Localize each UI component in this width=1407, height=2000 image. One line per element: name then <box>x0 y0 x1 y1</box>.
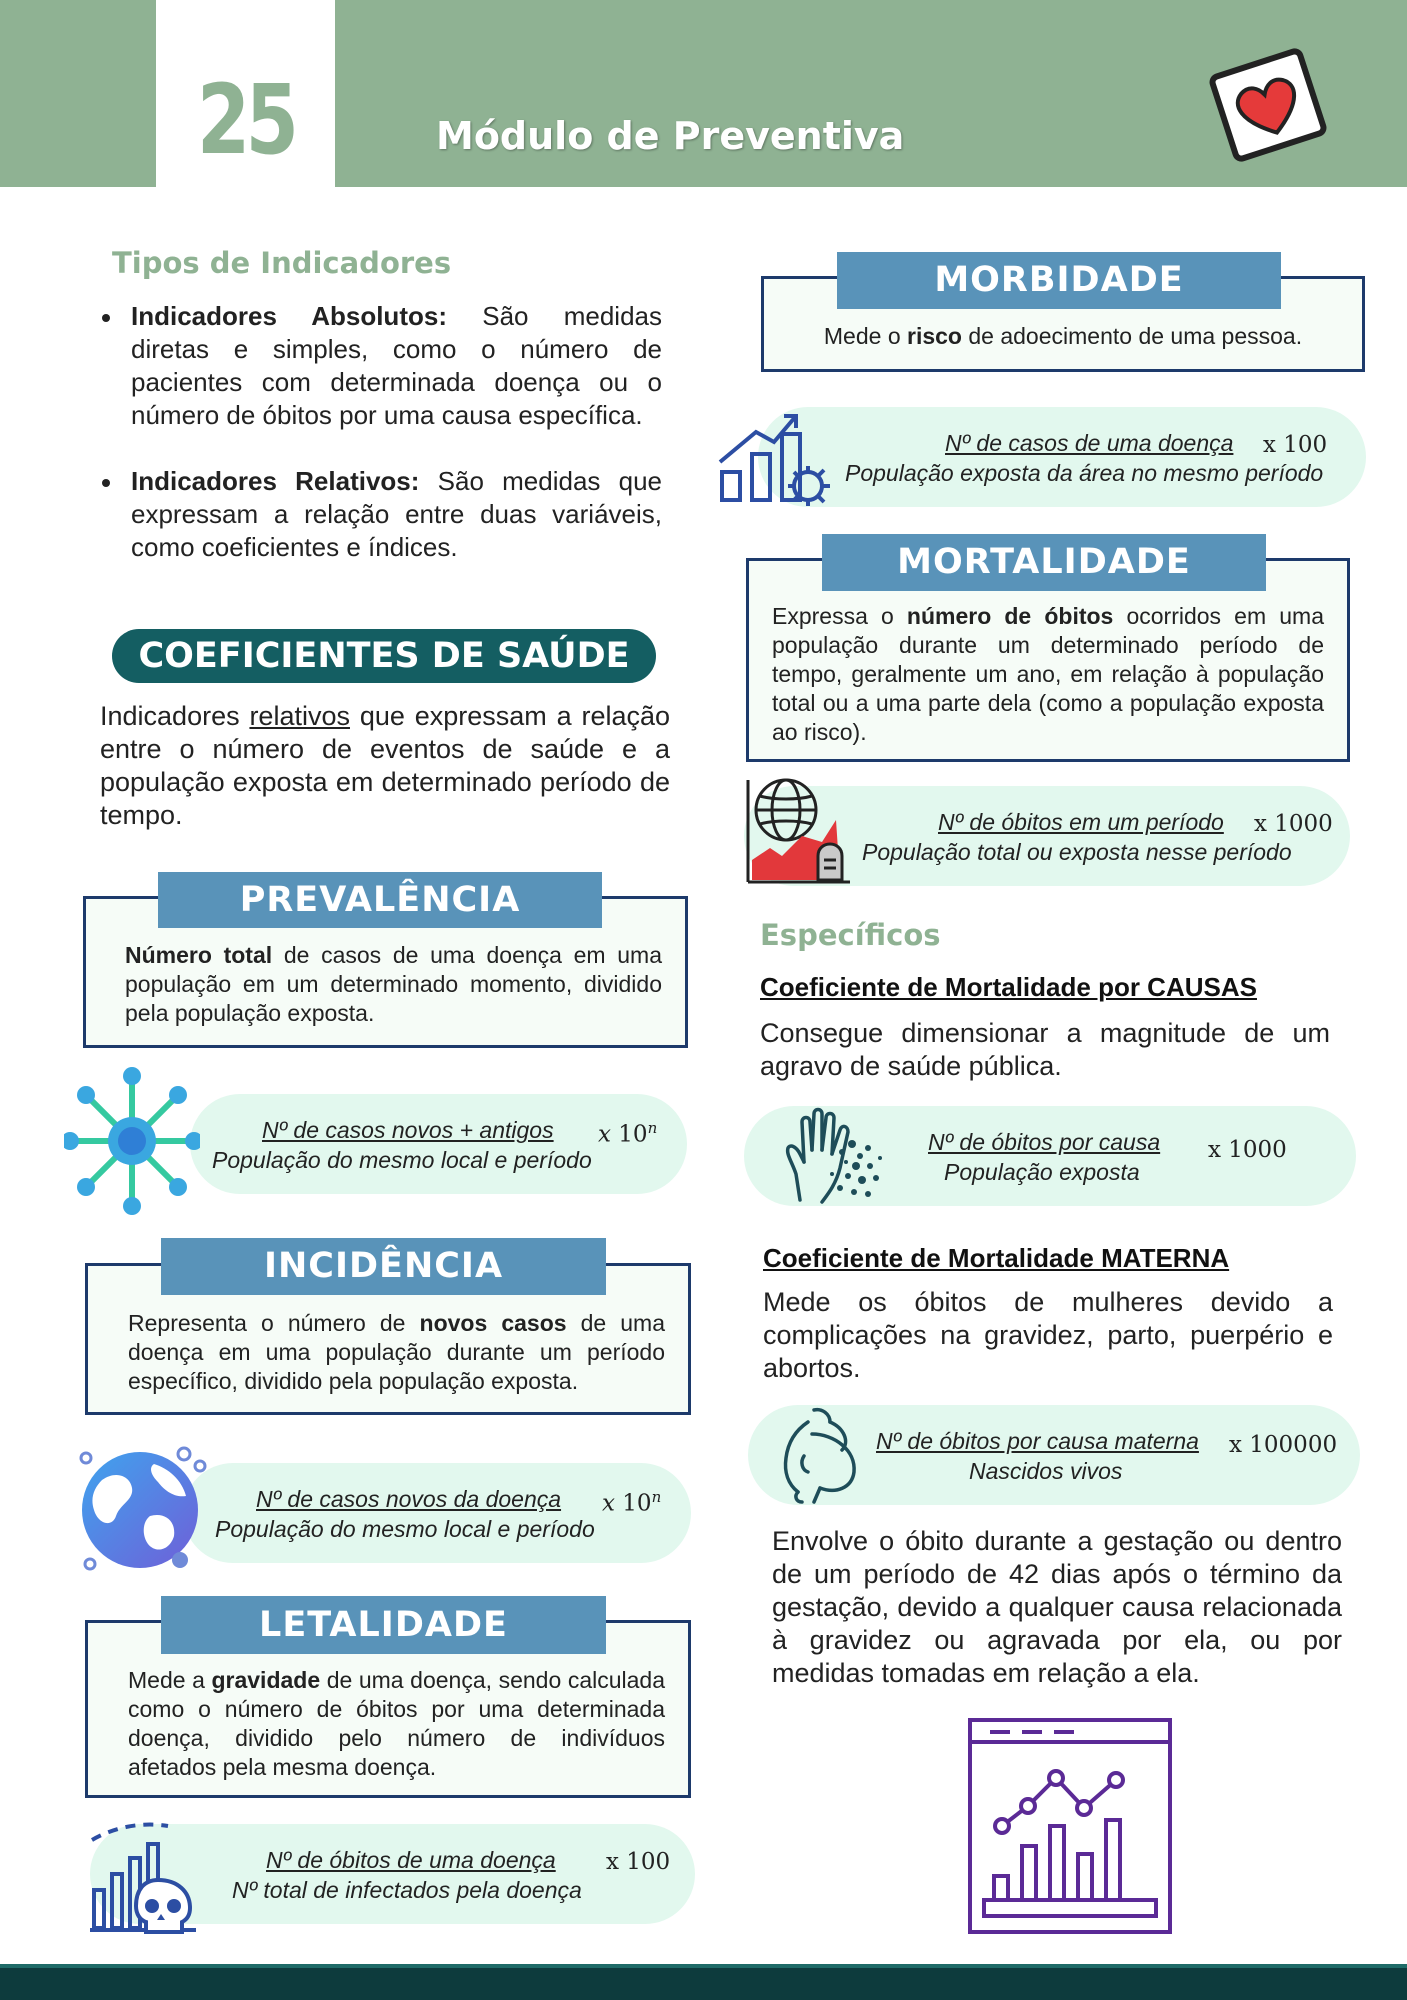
causas-numerator: Nº de óbitos por causa <box>928 1129 1161 1155</box>
item-bold: Indicadores Absolutos: <box>131 301 447 331</box>
incidencia-text <box>128 1309 665 1396</box>
letalidade-multiplier: x 100 <box>606 1849 671 1875</box>
text-part: de uma doença em uma população durante um período específico, dividido pela população exposta. <box>128 1310 666 1394</box>
text-part: Mede o <box>823 323 907 349</box>
letalidade-numerator: Nº de óbitos de uma doença <box>266 1847 556 1873</box>
coeficientes-title: COEFICIENTES DE SAÚDE <box>112 629 656 683</box>
text-part: Indicadores <box>100 701 250 731</box>
list-item <box>100 465 662 564</box>
letalidade-text <box>128 1666 665 1782</box>
causas-text: Consegue dimensionar a magnitude de um agravo de saúde pública. <box>760 1018 1330 1081</box>
module-number-box <box>156 0 335 187</box>
list-item <box>100 300 662 432</box>
materna-numerator: Nº de óbitos por causa materna <box>876 1428 1199 1454</box>
morbidade-title: MORBIDADE <box>837 252 1281 309</box>
virus-arrows-icon <box>64 1066 200 1216</box>
tipos-list <box>100 300 662 564</box>
text-bold: novos casos <box>419 1310 567 1336</box>
materna-denominator: Nascidos vivos <box>969 1458 1123 1484</box>
incidencia-multiplier <box>602 1488 661 1517</box>
incidencia-title: INCIDÊNCIA <box>161 1238 606 1295</box>
causas-denominator: População exposta <box>944 1159 1140 1185</box>
text-part: Representa o número de <box>128 1310 420 1336</box>
prevalencia-numerator: Nº de casos novos + antigos <box>262 1117 554 1143</box>
prevalencia-text <box>125 941 662 1028</box>
prevalencia-multiplier <box>598 1119 657 1148</box>
prevalencia-denominator: População do mesmo local e período <box>212 1147 592 1173</box>
incidencia-denominator: População do mesmo local e período <box>215 1516 595 1542</box>
mortalidade-text <box>772 602 1324 747</box>
mortalidade-denominator: População total ou exposta nesse período <box>862 839 1292 865</box>
causas-title: Coeficiente de Mortalidade por CAUSAS <box>760 972 1257 1002</box>
letalidade-denominator: Nº total de infectados pela doença <box>232 1877 582 1903</box>
morbidade-multiplier: x 100 <box>1263 432 1328 458</box>
morbidade-text <box>761 322 1365 351</box>
mult-exp: n <box>651 1488 662 1506</box>
morbidade-denominator: População exposta da área no mesmo período <box>845 460 1324 486</box>
materna-text: Mede os óbitos de mulheres devido a complicações na gravidez, parto, puerpério e abortos. <box>763 1287 1333 1383</box>
analytics-chart-icon <box>966 1716 1174 1936</box>
causas-multiplier: x 1000 <box>1208 1137 1287 1163</box>
text-bold: risco <box>907 323 962 349</box>
tipos-heading: Tipos de Indicadores <box>112 246 452 280</box>
text-part: ocorridos em uma população durante um determinado período de tempo, geralmente um ano, em relação à população total ou a uma parte dela (como a população exposta ao risco). <box>772 603 1324 745</box>
incidencia-numerator: Nº de casos novos da doença <box>256 1486 562 1512</box>
mult-x: x <box>602 1490 615 1517</box>
text-part: de casos de uma doença em uma população em um determinado momento, dividido pela população exposta. <box>125 942 663 1026</box>
item-bold: Indicadores Relativos: <box>131 466 420 496</box>
item-text: São medidas diretas e simples, como o número de pacientes com determinada doença ou o número de óbitos por uma causa específica. <box>131 301 662 430</box>
chart-virus-icon <box>716 410 836 506</box>
page-title: Módulo de Preventiva <box>436 114 905 158</box>
mult-exp: n <box>647 1119 658 1137</box>
text-part: de uma doença, sendo calculada como o número de óbitos por uma determinada doença, dividido pelo número de indivíduos afetados pela mesma doença. <box>128 1667 665 1780</box>
module-number: 25 <box>196 64 295 176</box>
text-part: Mede a <box>128 1667 212 1693</box>
skull-chart-icon <box>86 1818 198 1936</box>
materna-extra-text: Envolve o óbito durante a gestação ou dentro de um período de 42 dias após o término da gestação, devido a qualquer causa relacionada à gravidez ou agravada por ela, ou por medidas tomadas em relação a ela. <box>772 1526 1342 1688</box>
underlined-word: relativos <box>249 701 350 731</box>
prevalencia-title: PREVALÊNCIA <box>158 872 602 928</box>
mult-x: x <box>598 1121 611 1148</box>
text-part: Expressa o <box>772 603 907 629</box>
text-bold: Número total <box>125 942 273 968</box>
mortalidade-multiplier: x 1000 <box>1254 811 1333 837</box>
pregnant-icon <box>774 1406 864 1504</box>
letalidade-title: LETALIDADE <box>161 1596 606 1654</box>
mortalidade-numerator: Nº de óbitos em um período <box>938 809 1224 835</box>
globe-virus-icon <box>72 1440 210 1578</box>
materna-title: Coeficiente de Mortalidade MATERNA <box>763 1243 1230 1273</box>
mult-base: 10 <box>618 1121 648 1148</box>
text-part: de adoecimento de uma pessoa. <box>961 323 1303 349</box>
header-bar <box>0 0 1407 187</box>
item-text: São medidas que expressam a relação entre duas variáveis, como coeficientes e índices. <box>131 466 662 562</box>
coeficientes-text <box>100 700 670 832</box>
text-bold: número de óbitos <box>906 603 1114 629</box>
text-bold: gravidade <box>211 1667 321 1693</box>
footer-bar <box>0 1964 1407 2000</box>
especificos-heading: Específicos <box>760 918 941 952</box>
heart-card-icon <box>1196 40 1340 170</box>
materna-multiplier: x 100000 <box>1229 1432 1338 1458</box>
mult-base: 10 <box>622 1490 652 1517</box>
hand-germs-icon <box>782 1104 888 1206</box>
morbidade-numerator: Nº de casos de uma doença <box>945 430 1234 456</box>
text-part: que expressam a relação entre o número de eventos de saúde e a população exposta em determinado período de tempo. <box>100 701 671 830</box>
globe-grave-chart-icon <box>744 776 852 886</box>
mortalidade-title: MORTALIDADE <box>822 534 1266 591</box>
